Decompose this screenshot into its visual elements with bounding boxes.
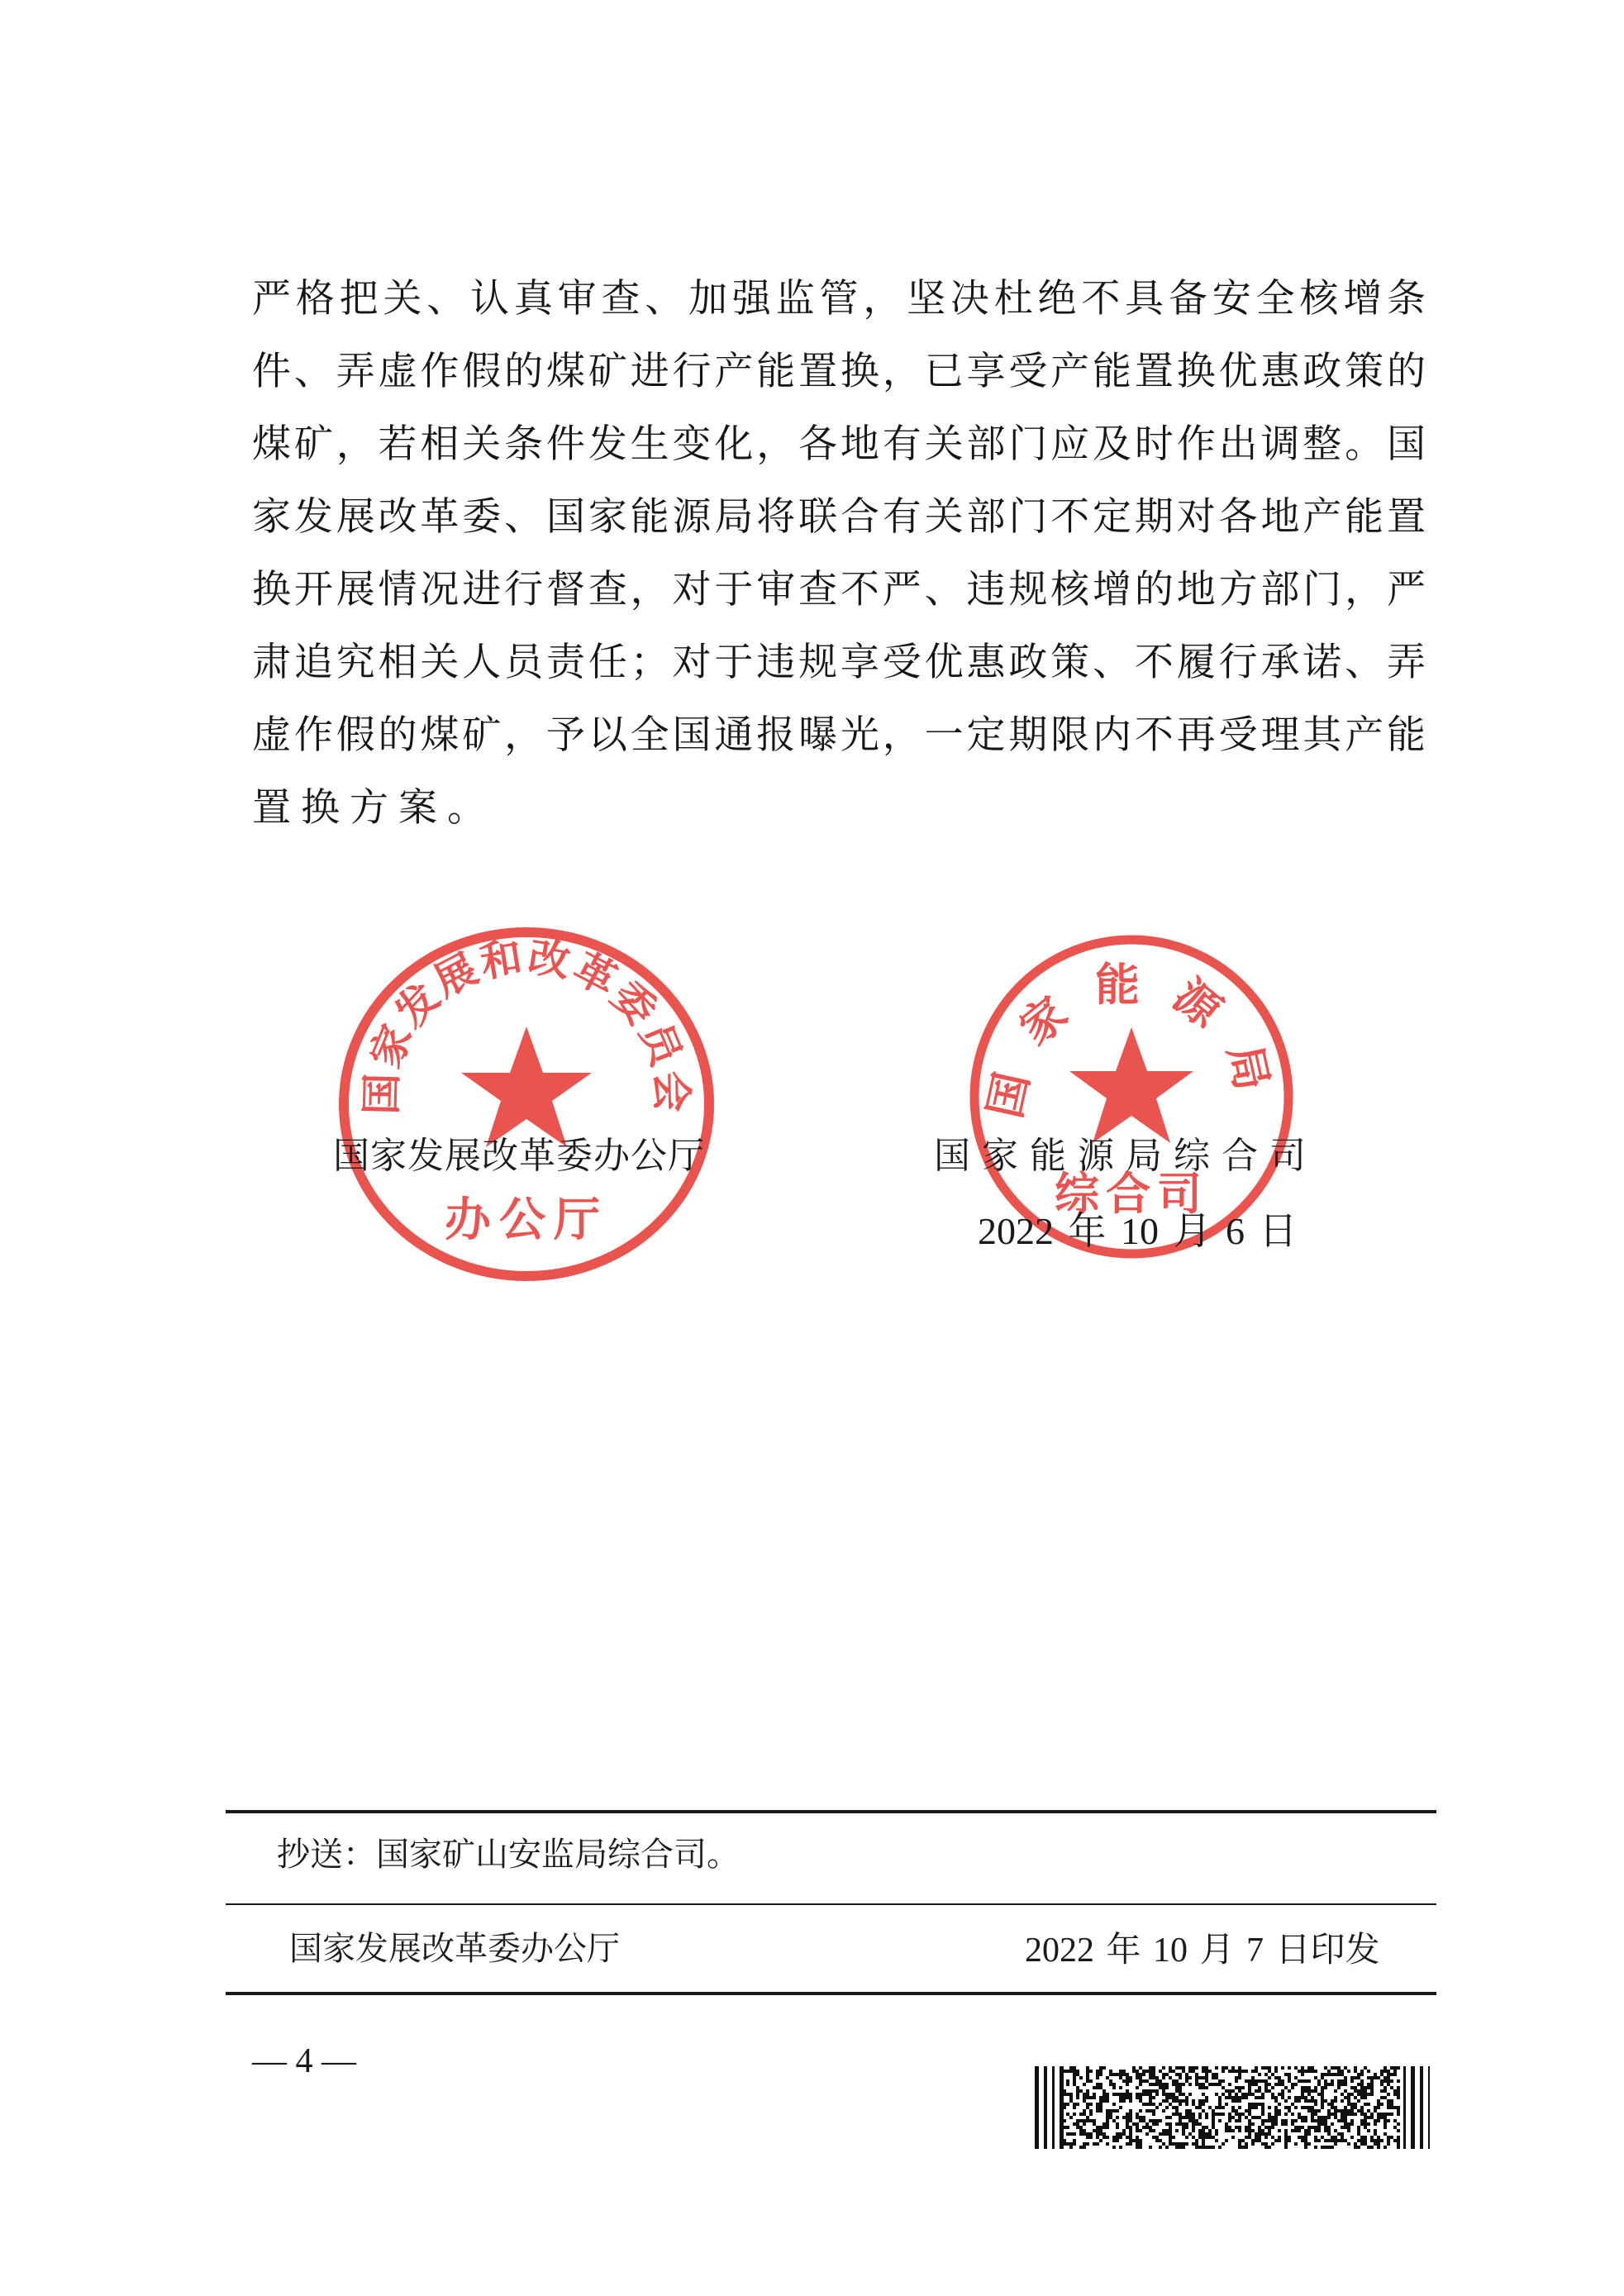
seal-bottom-text: 综合司	[1055, 1167, 1208, 1220]
barcode-image	[1035, 2066, 1430, 2149]
cc-recipient: 国家矿山安监局综合司。	[376, 1836, 740, 1874]
body-line: 件、弄虚作假的煤矿进行产能置换，已享受产能置换优惠政策的	[252, 349, 1426, 394]
cc-label: 抄送：	[277, 1836, 376, 1874]
cc-line	[277, 1828, 740, 1875]
footer-rule-middle	[226, 1903, 1436, 1905]
signatory-nea: 国家能源局综合司	[934, 1135, 1317, 1177]
seal-arc-text: 国家发展和改革委员会	[356, 931, 697, 1116]
issue-date: 2022 年 10 月 7 日印发	[1025, 1932, 1380, 1970]
signature-date: 2022 年 10 月 6 日	[978, 1210, 1298, 1252]
body-line: 家发展改革委、国家能源局将联合有关部门不定期对各地产能置	[252, 494, 1426, 540]
body-line: 换开展情况进行督查，对于审查不严、违规核增的地方部门，严	[252, 567, 1426, 612]
issuing-office: 国家发展改革委办公厅	[289, 1930, 620, 1968]
seal-arc-text: 国家能源局	[977, 958, 1286, 1123]
body-line: 置换方案。	[252, 785, 496, 831]
body-line: 肃追究相关人员责任；对于违规享受优惠政策、不履行承诺、弄	[252, 640, 1426, 685]
seal-bottom-text: 办公厅	[445, 1193, 608, 1247]
ndrc-seal	[337, 926, 716, 1283]
body-line: 严格把关、认真审查、加强监管，坚决杜绝不具备安全核增条	[252, 276, 1426, 322]
body-line: 煤矿，若相关条件发生变化，各地有关部门应及时作出调整。国	[252, 422, 1426, 467]
body-paragraph	[252, 263, 1426, 845]
footer-rule-top	[226, 1810, 1436, 1813]
signatory-ndrc: 国家发展改革委办公厅	[333, 1135, 705, 1177]
page-number: — 4 —	[252, 2042, 356, 2080]
footer-rule-bottom	[226, 1992, 1436, 1995]
body-line: 虚作假的煤矿，予以全国通报曝光，一定期限内不再受理其产能	[252, 712, 1426, 758]
